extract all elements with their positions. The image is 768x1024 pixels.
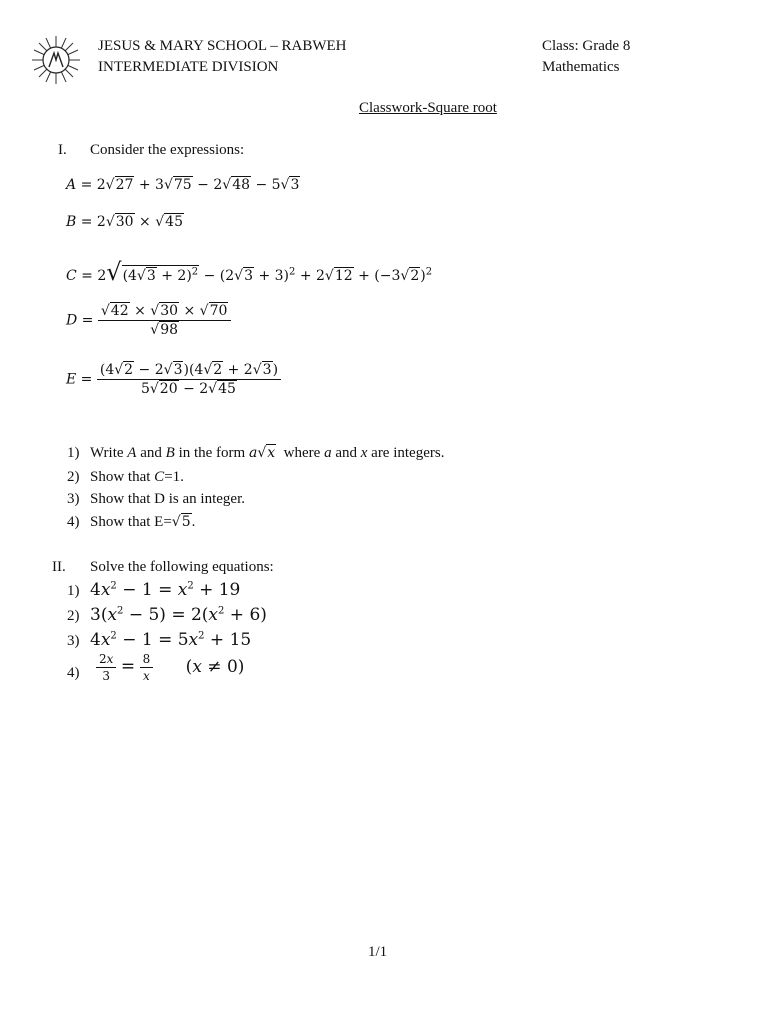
equation-4: $\frac{2x}{3}$ = $\frac{8}{x}$ (x ≠ 0) [96, 652, 244, 683]
expression-e: E = $\frac{(4√2 - 2√3)(4√2 + 2√3)}{5√20 - 2√45}$ [66, 362, 281, 397]
page-title: Classwork-Square root [359, 100, 497, 116]
section1-numeral: I. [58, 142, 67, 158]
task-4: Show that E=√5. [90, 514, 196, 530]
school-name: JESUS & MARY SCHOOL – RABWEH [98, 38, 347, 54]
expression-a: A = 2√27 + 3√75 − 2√48 − 5√3 [66, 177, 300, 193]
task-number: 3) [67, 491, 80, 507]
division-name: INTERMEDIATE DIVISION [98, 59, 279, 75]
task-number: 1) [67, 445, 80, 461]
task-1: Write A and B in the form a√x where a and x are integers. [90, 445, 445, 461]
task-number: 2) [67, 469, 80, 485]
class-label: Class: Grade 8 [542, 38, 631, 54]
equation-number: 2) [67, 608, 80, 624]
equation-2: $3(x^2 - 5) = 2(x^2 + 6)$ [90, 605, 267, 625]
section2-heading: Solve the following equations: [90, 559, 274, 575]
equation-1: $4x^2 - 1 = x^2 + 19$ [90, 580, 241, 600]
subject-label: Mathematics [542, 59, 620, 75]
equation-number: 3) [67, 633, 80, 649]
equation-number: 1) [67, 583, 80, 599]
equation-3: $4x^2 - 1 = 5x^2 + 15$ [90, 630, 252, 650]
page-number: 1/1 [368, 944, 388, 960]
task-number: 4) [67, 514, 80, 530]
task-3: Show that D is an integer. [90, 491, 245, 507]
expression-d: D = $\frac{√42 \times √30 \times √70}{√98}$ [66, 303, 231, 338]
expression-c: $C = 2√(4√3 + 2)^2 - (2√3 + 3)^2 + 2√12 + (-3√2)^2$ [66, 258, 433, 286]
expression-b: B = 2√30 × √45 [66, 214, 183, 230]
section1-heading: Consider the expressions: [90, 142, 245, 158]
task-2: Show that C=1. [90, 469, 184, 485]
school-logo [30, 34, 82, 86]
equation-number: 4) [67, 665, 80, 681]
section2-numeral: II. [52, 559, 66, 575]
